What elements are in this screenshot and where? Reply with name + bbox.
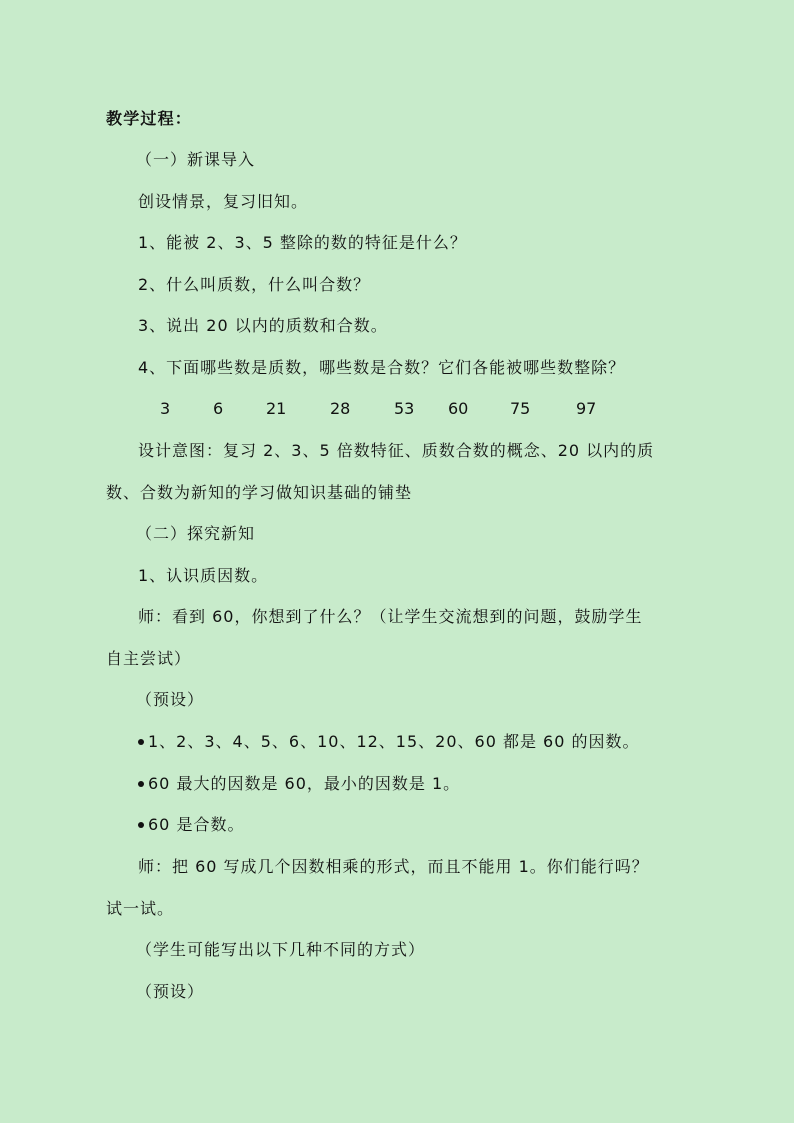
bullet-text-2: 60 最大的因数是 60，最小的因数是 1。 (148, 774, 461, 793)
number-item: 28 (330, 399, 351, 418)
number-item: 6 (213, 399, 224, 418)
page-heading: 教学过程： (106, 109, 193, 128)
section-title-intro: （一）新课导入 (136, 150, 256, 169)
question-2: 2、什么叫质数，什么叫合数？ (138, 275, 371, 294)
teacher-prompt-2-line-2: 试一试。 (106, 899, 175, 918)
teacher-prompt-2-line-1: 师：把 60 写成几个因数相乘的形式，而且不能用 1。你们能行吗？ (138, 857, 649, 876)
question-1: 1、能被 2、3、5 整除的数的特征是什么？ (138, 233, 467, 252)
design-intent-line-1: 设计意图：复习 2、3、5 倍数特征、质数合数的概念、20 以内的质 (138, 441, 655, 460)
number-item: 75 (510, 399, 531, 418)
number-item: 3 (160, 399, 171, 418)
number-item: 60 (448, 399, 469, 418)
bullet-text-1: 1、2、3、4、5、6、10、12、15、20、60 都是 60 的因数。 (148, 732, 640, 751)
teacher-prompt-1-line-2: 自主尝试） (106, 649, 192, 668)
bullet-icon (138, 781, 144, 787)
bullet-item-1 (138, 731, 640, 753)
bullet-item-2 (138, 773, 460, 795)
point-1: 1、认识质因数。 (138, 566, 269, 585)
number-item: 97 (576, 399, 597, 418)
question-4: 4、下面哪些数是质数，哪些数是合数？它们各能被哪些数整除？ (138, 358, 626, 377)
preset-label-2: （预设） (136, 982, 205, 1001)
question-3: 3、说出 20 以内的质数和合数。 (138, 316, 388, 335)
bullet-icon (138, 739, 144, 745)
bullet-text-3: 60 是合数。 (148, 815, 245, 834)
bullet-icon (138, 822, 144, 828)
teacher-prompt-1-line-1: 师：看到 60，你想到了什么？（让学生交流想到的问题，鼓励学生 (138, 607, 643, 626)
bullet-item-3 (138, 814, 244, 836)
number-item: 21 (266, 399, 287, 418)
preset-label-1: （预设） (136, 690, 205, 709)
number-list (160, 398, 620, 420)
number-item: 53 (394, 399, 415, 418)
section-title-explore: （二）探究新知 (136, 524, 256, 543)
design-intent-line-2: 数、合数为新知的学习做知识基础的铺垫 (106, 483, 413, 502)
students-note: （学生可能写出以下几种不同的方式） (136, 940, 426, 959)
intro-text: 创设情景，复习旧知。 (138, 192, 309, 211)
